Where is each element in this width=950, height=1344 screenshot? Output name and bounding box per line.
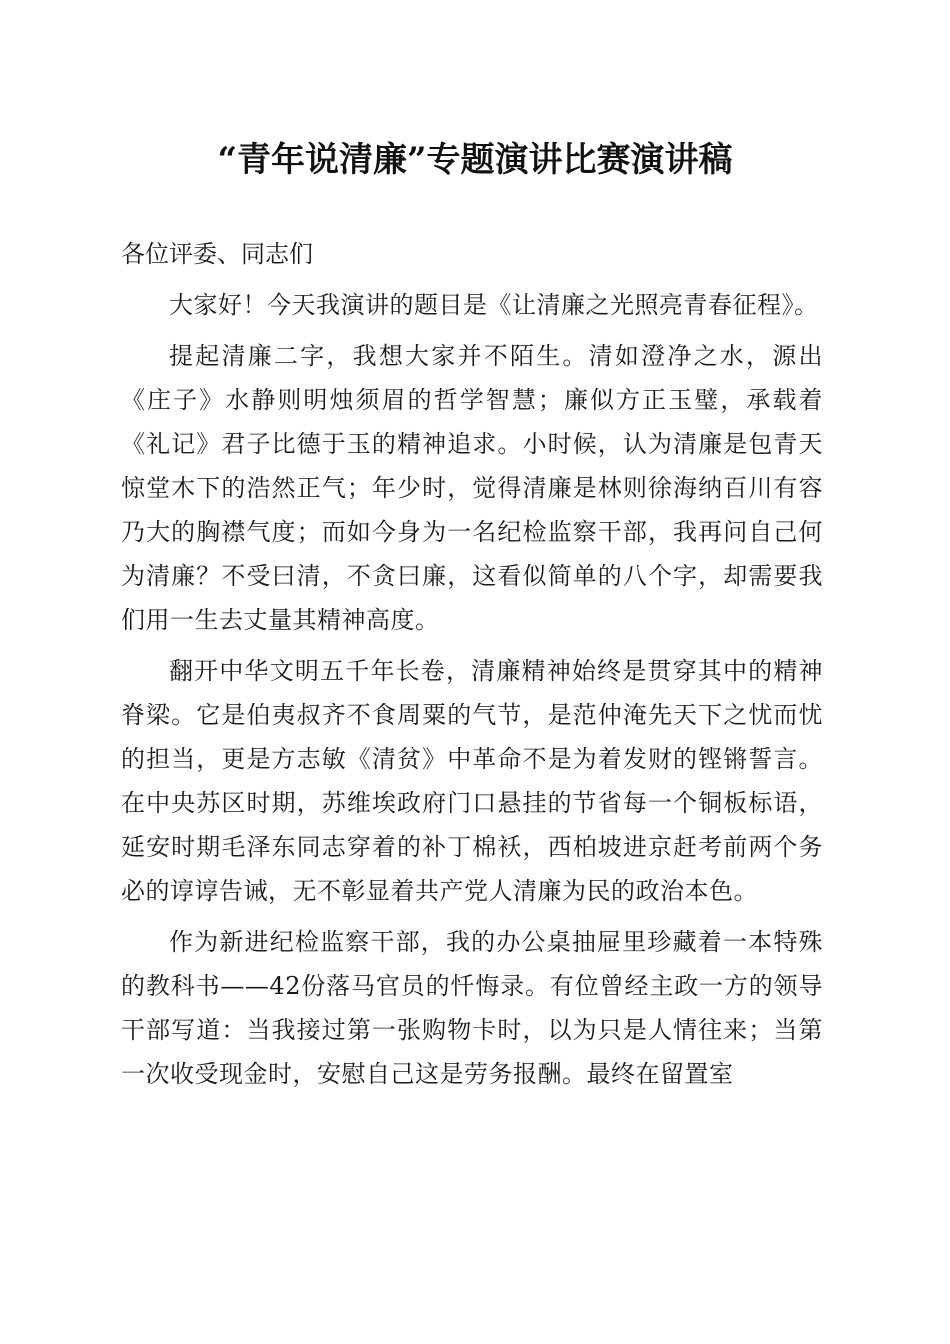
salutation: 各位评委、同志们 — [121, 240, 313, 268]
paragraph-history: 翻开中华文明五千年长卷，清廉精神始终是贯穿其中的精神脊梁。它是伯夷叔齐不食周粟的气节，是范仲淹先天下之忧而忧的担当，更是方志敏《清贫》中革命不是为着发财的铿锵誓言。在中央苏区时期，苏维埃政府门口悬挂的节省每一个铜板标语，延安时期毛泽东同志穿着的补丁棉袄，西柏坡进京赶考前两个务必的谆谆告诫，无不彰显着共产党人清廉为民的政治本色。 — [121, 657, 823, 905]
paragraph-meaning-of-integrity: 提起清廉二字，我想大家并不陌生。清如澄净之水，源出《庄子》水静则明烛须眉的哲学智慧；廉似方正玉璧，承载着《礼记》君子比德于玉的精神追求。小时候，认为清廉是包青天惊堂木下的浩然正气；年少时，觉得清廉是林则徐海纳百川有容乃大的胸襟气度；而如今身为一名纪检监察干部，我再问自己何为清廉？不受曰清，不贪曰廉，这看似简单的八个字，却需要我们用一生去丈量其精神高度。 — [121, 342, 823, 634]
document-body — [121, 232, 823, 1103]
document-title: “青年说清廉”专题演讲比赛演讲稿 — [217, 140, 733, 180]
paragraph-confessions: 作为新进纪检监察干部，我的办公桌抽屉里珍藏着一本特殊的教科书——42份落马官员的忏悔录。有位曾经主政一方的领导干部写道：当我接过第一张购物卡时，以为只是人情往来；当第一次收受现金时，安慰自己这是劳务报酬。最终在留置室 — [121, 928, 823, 1088]
paragraph-greeting: 大家好！今天我演讲的题目是《让清廉之光照亮青春征程》。 — [169, 291, 819, 319]
